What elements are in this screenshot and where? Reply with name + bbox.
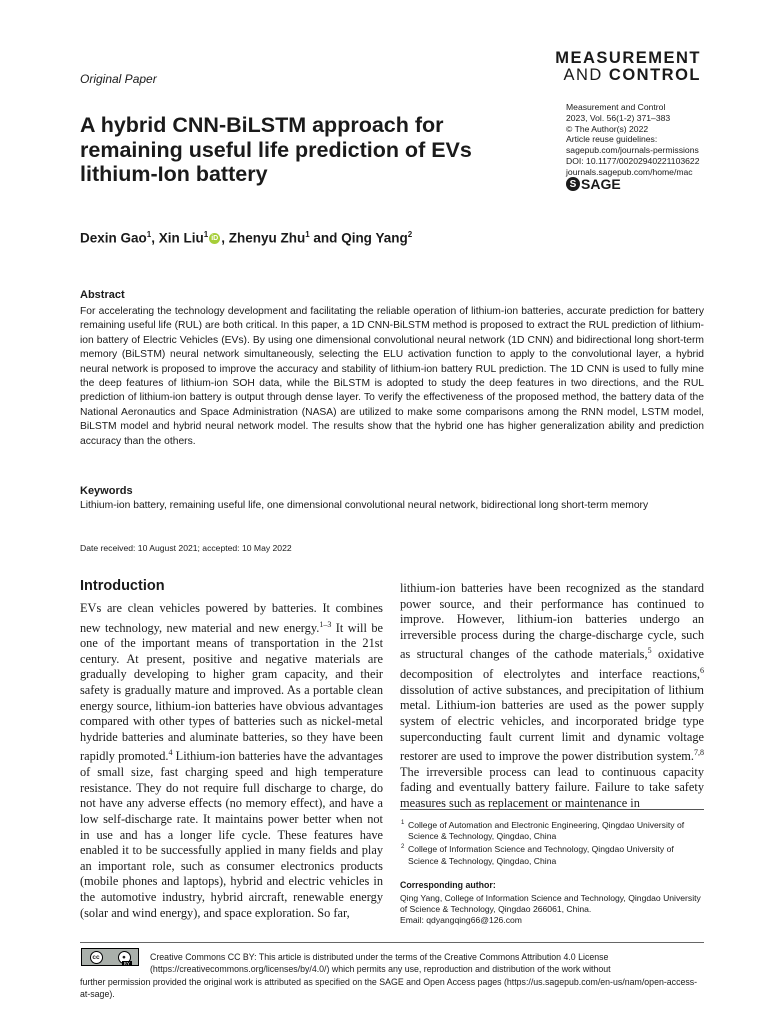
- meta-line: Measurement and Control: [566, 102, 666, 112]
- meta-line: Article reuse guidelines:: [566, 134, 658, 145]
- affiliation-number: 2: [401, 844, 405, 851]
- meta-line[interactable]: DOI: 10.1177/00202940221103622: [566, 155, 700, 166]
- meta-line: © The Author(s) 2022: [566, 123, 649, 134]
- abstract-heading: Abstract: [80, 289, 125, 301]
- author-affiliation-sup: 1: [203, 230, 209, 239]
- abstract-text: For accelerating the technology development and facilitating the reliable operation of lithium-ion batteries, accurate prediction for battery remaining useful life (RUL) are both critical. In this paper, a 1D CNN-BiLSTM method is proposed to extract the RUL prediction of lithium-ion battery of Electric Vehicles (EVs). By using one dimensional convolutional neural network (1D CNN) and bidirectional long short-term memory (BiLSTM) neural network simultaneously, selecting the ELU activation function to apply to the convolutional layer, a hybrid neural network is proposed to improve the accuracy and stability of lithium-ion battery RUL prediction. The 1D CNN is used to fully mine the deep features of lithium-ion SOH data, while the BiLSTM is adopted to study the deep features in two directions, and the RUL prediction of lithium-ion battery is output through dense layer. To verify the effectiveness of the proposed method, the battery data of the National Aeronautics and Space Administration (NASA) are utilized to make some comparisons among the RNN model, LSTM model, BiLSTM model and hybrid neural network model. The results show that the hybrid one has higher generalization ability and prediction accuracy than the others.: [80, 306, 704, 447]
- publisher-logo: [566, 176, 621, 192]
- journal-logo-line1: MEASUREMENT: [555, 49, 701, 67]
- keywords-heading: Keywords: [80, 485, 133, 497]
- affiliations: [400, 820, 704, 869]
- citation-sup[interactable]: 6: [700, 666, 704, 676]
- citation-sup[interactable]: 1–3: [319, 619, 332, 629]
- citation-sup[interactable]: 5: [647, 646, 652, 656]
- author-name: Dexin Gao: [80, 230, 147, 246]
- intro-paragraph-right: lithium-ion batteries have been recognized as the standard power source, and their performance has continued to improve. However, lithium-ion batteries undergo an irreversible process during the charge-discharge cycle, such as structural changes of the cathode materials,$^5$ oxidative decomposition of electrolytes and interface reactions,$^6$ dissolution of active substances, and precipitation of lithium metal. Lithium-ion batteries are used as the power supply system of electric vehicles, and incorporated bridge type superconducting fault current limit and dynamic voltage restorer are used to improve the power distribution system.$^{7,8}$ The irreversible process can lead to continuous capacity fading and eventually battery failure. Failure to take safety measures such as replacement or maintenance in: [400, 581, 704, 811]
- cc-icon: cc: [90, 951, 103, 964]
- author-name: Xin Liu: [158, 230, 204, 246]
- author-affiliation-sup: 2: [407, 230, 413, 239]
- journal-logo-and: AND: [563, 66, 609, 84]
- citation-sup[interactable]: 7,8: [694, 748, 704, 758]
- license-text: [80, 951, 704, 1001]
- author-list: Dexin Gao$^1$, Xin Liu$^1$ iD , Zhenyu Zhu$^1$ and Qing Yang$^2$: [80, 230, 413, 246]
- citation-sup[interactable]: 4: [168, 748, 173, 758]
- license-line2: further permission provided the original work is attributed as specified on the SAGE and Open Access pages (https://us.sagepub.com/en-us/nam/open-access-at-sage).: [80, 976, 698, 1000]
- journal-logo-line2: [555, 67, 701, 84]
- body-column-right: [400, 581, 704, 812]
- corresponding-author: [400, 893, 704, 927]
- corresponding-email[interactable]: Email: qdyangqing66@126.com: [400, 915, 522, 926]
- corresponding-address: Qing Yang, College of Information Science and Technology, Qingdao University of Science & Technology, Qingdao 266061, China.: [400, 893, 701, 915]
- affiliation-text: College of Information Science and Technology, Qingdao University of Science & Technology, Qingdao, China: [408, 844, 674, 866]
- corresponding-heading: Corresponding author:: [400, 880, 496, 890]
- cc-by-badge[interactable]: [81, 948, 139, 966]
- publisher-logo-text: SAGE: [581, 176, 621, 192]
- footnote-divider: [400, 809, 704, 810]
- article-title: A hybrid CNN-BiLSTM approach for remaining useful life prediction of EVs lithium-Ion battery: [80, 113, 472, 186]
- author-affiliation-sup: 1: [305, 230, 310, 239]
- meta-line: 2023, Vol. 56(1-2) 371–383: [566, 112, 671, 123]
- intro-paragraph-left: EVs are clean vehicles powered by batteries. It combines new technology, new material and new energy.$^{1-3}$ It will be one of the important means of transportation in the 21st century. At present, positive and negative materials are gradually developing to higher gram capacity, and their safety is gradually mature and improved. As a portable clean energy source, lithium-ion batteries have obvious advantages compared with other types of batteries such as nickel-metal hydride batteries and aluminate batteries, so they have been rapidly promoted.$^4$ Lithium-ion batteries have the advantages of small size, fast charging speed and high temperature resistance. They do not require full discharge to charge, do not have any adverse effects (no memory effect), and have a low self-discharge rate. It maintains power better when not in use and has a longer life cycle. These features have enabled it to be successfully applied in many fields and play an important role, such as consumer electronics products (mobile phones and laptops), hybrid and electric vehicles in the automotive industry, hybrid aircraft, renewable energy (solar and wind energy), and space exploration. So far,: [80, 601, 383, 920]
- author-name: Qing Yang: [341, 230, 408, 246]
- journal-meta: [566, 102, 716, 178]
- meta-line[interactable]: journals.sagepub.com/home/mac: [566, 166, 693, 177]
- by-label: BY: [123, 961, 130, 966]
- paper-type: Original Paper: [80, 72, 157, 86]
- keywords-text: Lithium-ion battery, remaining useful life, one dimensional convolutional neural network, bidirectional long short-term memory: [80, 500, 649, 511]
- author-name: Zhenyu Zhu: [228, 230, 306, 246]
- journal-logo-control: CONTROL: [608, 66, 701, 84]
- introduction-heading: Introduction: [80, 578, 165, 594]
- affiliation-text: College of Automation and Electronic Engineering, Qingdao University of Science & Technology, Qingdao, China: [408, 820, 685, 842]
- journal-logo: [555, 50, 701, 84]
- affiliation-item: [400, 820, 704, 842]
- orcid-icon[interactable]: iD: [211, 235, 219, 243]
- dates-line: Date received: 10 August 2021; accepted: 10 May 2022: [80, 543, 292, 553]
- affiliation-number: 1: [401, 820, 405, 826]
- affiliation-item: [400, 844, 704, 866]
- sage-s-icon: S: [566, 177, 580, 191]
- author-affiliation-sup: 1: [146, 230, 152, 239]
- license-divider: [80, 942, 704, 943]
- attribution-person-icon: ●: [118, 951, 131, 964]
- license-line1: Creative Commons CC BY: This article is distributed under the terms of the Creative Commons Attribution 4.0 License (https://creativecommons.org/licenses/by/4.0/) which permits any use, reproduction and distribution of the work without: [150, 952, 611, 975]
- body-column-left: [80, 601, 383, 921]
- meta-line[interactable]: sagepub.com/journals-permissions: [566, 145, 699, 156]
